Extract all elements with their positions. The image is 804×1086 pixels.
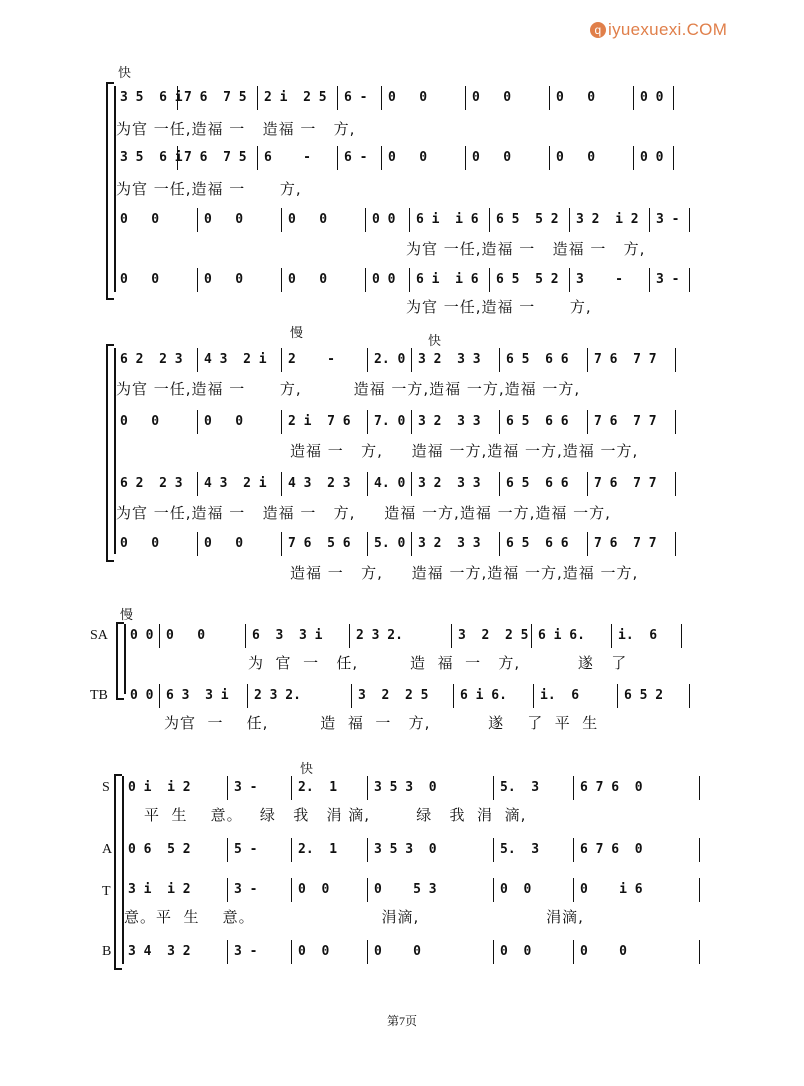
measure: 6 - xyxy=(338,146,382,170)
lyrics-4-tenor: 意。平 生 意。 涓滴, 涓滴, xyxy=(124,908,584,926)
measure: 0 0 xyxy=(634,146,674,170)
measure: 6 5 6 6 xyxy=(500,348,588,372)
tempo-mark-slow: 慢 xyxy=(290,326,304,341)
measure: 3 - xyxy=(228,878,292,902)
measure: 0 0 xyxy=(198,532,282,556)
measure: 0 0 xyxy=(382,146,466,170)
lyrics-1-part-3: 为官 一任,造福 一 造福 一 方, xyxy=(406,240,646,258)
lyrics-3-sa: 为 官 一 任, 造 福 一 方, 遂 了 xyxy=(248,654,628,672)
measure: 6 7 6 0 xyxy=(574,776,700,800)
system-bracket xyxy=(114,774,122,970)
measure: 0 0 xyxy=(550,86,634,110)
measure: 0 0 xyxy=(114,208,198,232)
measure: 6 3 3 i xyxy=(160,684,248,708)
watermark-text: iyuexuexi.COM xyxy=(608,20,728,39)
measure: 3 5 3 0 xyxy=(368,838,494,862)
measure: 0 0 xyxy=(282,208,366,232)
measure: 5. 0 xyxy=(368,532,412,556)
measure: 7 6 7 5 xyxy=(178,86,258,110)
measure: 0 0 xyxy=(114,268,198,292)
measure: 6 5 6 6 xyxy=(500,472,588,496)
logo-q-icon: q xyxy=(590,22,606,38)
measure: 0 0 xyxy=(114,410,198,434)
system-barline-start xyxy=(122,776,124,964)
measure: 0 0 xyxy=(124,684,160,708)
measure: 6 - xyxy=(258,146,338,170)
measure: 7 6 7 5 xyxy=(178,146,258,170)
measure: 4 3 2 3 xyxy=(282,472,368,496)
measure: 6 i 6. xyxy=(532,624,612,648)
measure: 3 2 2 5 xyxy=(452,624,532,648)
measure: 7 6 7 7 xyxy=(588,348,676,372)
voice-label-t: T xyxy=(102,884,111,899)
tempo-mark-fast: 快 xyxy=(300,762,314,777)
voice-label-a: A xyxy=(102,842,113,857)
measure: 6 2 2 3 xyxy=(114,472,198,496)
measure: 2 i 7 6 xyxy=(282,410,368,434)
measure: 3 5 3 0 xyxy=(368,776,494,800)
measure: 0 0 xyxy=(198,268,282,292)
measure: 6 i i 6 xyxy=(410,268,490,292)
measure: 0 0 xyxy=(494,940,574,964)
measure: 7. 0 xyxy=(368,410,412,434)
measure: 2 3 2. xyxy=(248,684,352,708)
measure: 6 3 3 i xyxy=(246,624,350,648)
measure: 2. 1 xyxy=(292,776,368,800)
measure: 3 - xyxy=(228,940,292,964)
voice-label-tb: TB xyxy=(90,688,108,703)
measure: 0 0 xyxy=(160,624,246,648)
measure: 2. 0 xyxy=(368,348,412,372)
measure: 6 5 5 2 xyxy=(490,268,570,292)
voice-label-sa: SA xyxy=(90,628,108,643)
lyrics-2-part-4: 造福 一 方, 造福 一方,造福 一方,造福 一方, xyxy=(290,564,639,582)
measure: 3 2 2 5 xyxy=(352,684,454,708)
measure: 3 - xyxy=(650,208,690,232)
measure: 2 - xyxy=(282,348,368,372)
lyrics-3-tb: 为官 一 任, 造 福 一 方, 遂 了 平 生 xyxy=(164,714,599,732)
measure: 2 3 2. xyxy=(350,624,452,648)
measure: 6 - xyxy=(338,86,382,110)
lyrics-2-part-1: 为官 一任,造福 一 方, 造福 一方,造福 一方,造福 一方, xyxy=(116,380,581,398)
lyrics-4-soprano: 平 生 意。 绿 我 涓 滴, 绿 我 涓 滴, xyxy=(144,806,527,824)
measure: 2 i 2 5 xyxy=(258,86,338,110)
lyrics-1-part-4: 为官 一任,造福 一 方, xyxy=(406,298,592,316)
voice-label-b: B xyxy=(102,944,112,959)
measure: 6 2 2 3 xyxy=(114,348,198,372)
lyrics-1-part-1: 为官 一任,造福 一 造福 一 方, xyxy=(116,120,356,138)
tempo-mark-fast: 快 xyxy=(428,334,442,349)
measure: 3 5 6 i xyxy=(114,86,178,110)
measure: 4 3 2 i xyxy=(198,472,282,496)
measure: 0 i 6 xyxy=(574,878,700,902)
measure: i. 6 xyxy=(612,624,682,648)
measure: 5. 3 xyxy=(494,838,574,862)
measure: 0 0 xyxy=(124,624,160,648)
measure: 0 0 xyxy=(282,268,366,292)
measure: 0 0 xyxy=(466,86,550,110)
lyrics-2-part-3: 为官 一任,造福 一 造福 一 方, 造福 一方,造福 一方,造福 一方, xyxy=(116,504,611,522)
measure: 0 0 xyxy=(292,940,368,964)
measure: 7 6 7 7 xyxy=(588,532,676,556)
measure: 0 6 5 2 xyxy=(122,838,228,862)
measure: 6 7 6 0 xyxy=(574,838,700,862)
measure: 3 5 6 i xyxy=(114,146,178,170)
measure: 2. 1 xyxy=(292,838,368,862)
measure: i. 6 xyxy=(534,684,618,708)
measure: 3 4 3 2 xyxy=(122,940,228,964)
measure: 0 0 xyxy=(382,86,466,110)
measure: 0 5 3 xyxy=(368,878,494,902)
measure: 7 6 7 7 xyxy=(588,472,676,496)
measure: 0 0 xyxy=(198,208,282,232)
measure: 3 2 3 3 xyxy=(412,348,500,372)
measure: 3 2 3 3 xyxy=(412,472,500,496)
measure: 0 0 xyxy=(574,940,700,964)
measure: 5. 3 xyxy=(494,776,574,800)
measure: 6 5 6 6 xyxy=(500,532,588,556)
measure: 3 - xyxy=(650,268,690,292)
measure: 3 2 3 3 xyxy=(412,410,500,434)
measure: 0 0 xyxy=(366,268,410,292)
measure: 0 0 xyxy=(634,86,674,110)
measure: 3 2 3 3 xyxy=(412,532,500,556)
lyrics-2-part-2: 造福 一 方, 造福 一方,造福 一方,造福 一方, xyxy=(290,442,639,460)
measure: 0 0 xyxy=(198,410,282,434)
measure: 6 5 5 2 xyxy=(490,208,570,232)
measure: 6 i i 6 xyxy=(410,208,490,232)
measure: 7 6 7 7 xyxy=(588,410,676,434)
measure: 3 i i 2 xyxy=(122,878,228,902)
voice-label-s: S xyxy=(102,780,110,795)
measure: 6 5 2 xyxy=(618,684,690,708)
measure: 0 0 xyxy=(366,208,410,232)
measure: 5 - xyxy=(228,838,292,862)
measure: 6 i 6. xyxy=(454,684,534,708)
lyrics-1-part-2: 为官 一任,造福 一 方, xyxy=(116,180,302,198)
measure: 0 0 xyxy=(550,146,634,170)
tempo-mark-fast: 快 xyxy=(118,66,132,81)
page-number: 第7页 xyxy=(386,1014,417,1028)
measure: 0 0 xyxy=(494,878,574,902)
measure: 3 - xyxy=(228,776,292,800)
measure: 3 - xyxy=(570,268,650,292)
tempo-mark-slow: 慢 xyxy=(120,608,134,623)
measure: 0 0 xyxy=(368,940,494,964)
measure: 4. 0 xyxy=(368,472,412,496)
measure: 7 6 5 6 xyxy=(282,532,368,556)
measure: 3 2 i 2 xyxy=(570,208,650,232)
measure: 0 0 xyxy=(114,532,198,556)
measure: 0 0 xyxy=(292,878,368,902)
measure: 0 i i 2 xyxy=(122,776,228,800)
measure: 6 5 6 6 xyxy=(500,410,588,434)
measure: 0 0 xyxy=(466,146,550,170)
measure: 4 3 2 i xyxy=(198,348,282,372)
